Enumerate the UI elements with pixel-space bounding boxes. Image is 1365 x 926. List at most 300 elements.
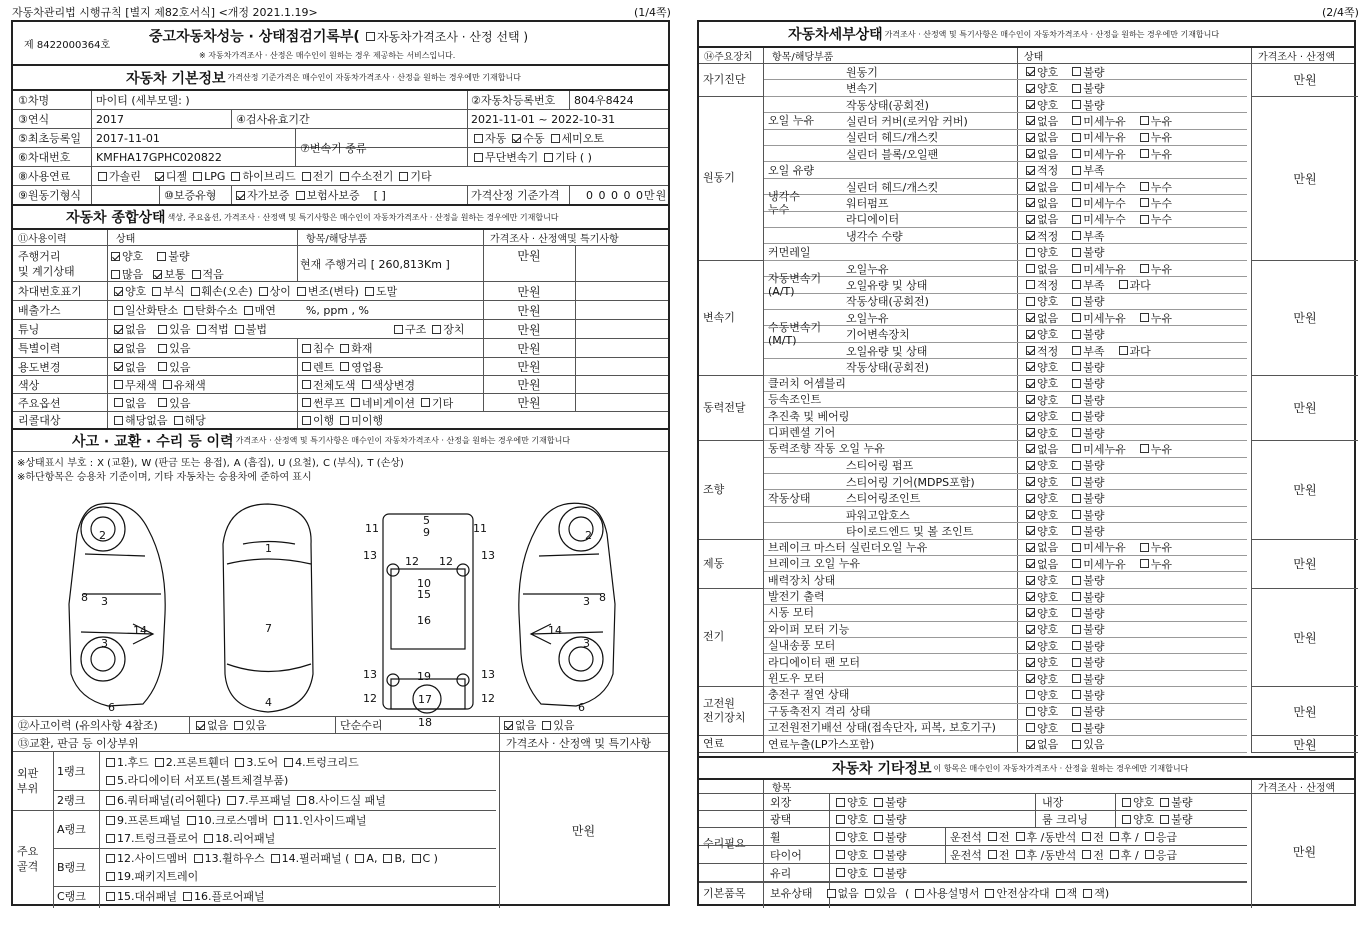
status-checkbox[interactable] — [1072, 526, 1081, 535]
status-checkbox[interactable] — [1140, 559, 1149, 568]
status-checkbox[interactable] — [1072, 707, 1081, 716]
status-option-label: 미세누수 — [1083, 213, 1126, 227]
part4-checkbox[interactable] — [284, 758, 293, 767]
status-checkbox[interactable] — [1026, 526, 1035, 535]
fuel-lpg-checkbox[interactable] — [193, 172, 202, 181]
part19-checkbox[interactable] — [106, 872, 115, 881]
status-checkbox[interactable] — [1026, 461, 1035, 470]
mileage-high-checkbox[interactable] — [111, 270, 120, 279]
status-checkbox[interactable] — [1072, 100, 1081, 109]
detail-item-label: 연료누출(LP가스포함) — [768, 737, 875, 751]
tire-pr-checkbox[interactable] — [1110, 850, 1119, 859]
vin-label: ⑥차대번호 — [18, 151, 71, 164]
warranty-self-checkbox[interactable] — [236, 191, 245, 200]
status-option-label: 누유 — [1150, 147, 1173, 161]
status-checkbox[interactable] — [1072, 690, 1081, 699]
simple-none-checkbox[interactable] — [504, 721, 513, 730]
part-numbers — [81, 514, 606, 729]
tuning-device-checkbox[interactable] — [432, 325, 441, 334]
status-checkbox[interactable] — [1140, 116, 1149, 125]
fuel-electric-checkbox[interactable] — [302, 172, 311, 181]
status-option-label: 누유 — [1150, 262, 1173, 276]
status-option-label: 없음 — [1037, 213, 1059, 227]
status-checkbox[interactable] — [1140, 215, 1149, 224]
fuel-gasoline-checkbox[interactable] — [98, 172, 107, 181]
status-checkbox[interactable] — [1026, 592, 1035, 601]
detail-item-label: 클러치 어셈블리 — [768, 376, 846, 390]
status-checkbox[interactable] — [1072, 592, 1081, 601]
status-checkbox[interactable] — [1026, 674, 1035, 683]
status-checkbox[interactable] — [1072, 379, 1081, 388]
status-checkbox[interactable] — [1026, 379, 1035, 388]
wheel-df-checkbox[interactable] — [988, 832, 997, 841]
int-bad-checkbox[interactable] — [1160, 798, 1169, 807]
status-checkbox[interactable] — [1140, 313, 1149, 322]
usage-yes-checkbox[interactable] — [158, 362, 167, 371]
status-option-label: 불량 — [1083, 639, 1105, 653]
status-option-label: 누유 — [1150, 311, 1173, 325]
part7-checkbox[interactable] — [227, 796, 236, 805]
status-checkbox[interactable] — [1026, 494, 1035, 503]
trans-semi-checkbox[interactable] — [551, 134, 560, 143]
status-checkbox[interactable] — [1026, 740, 1035, 749]
part-number: 12 — [363, 692, 377, 705]
legend-w: W (판금 또는 용접), — [141, 458, 230, 469]
detail-subitem-label — [843, 589, 846, 604]
status-checkbox[interactable] — [1026, 608, 1035, 617]
detail-item-label: 추진축 및 베어링 — [768, 409, 850, 423]
detail-subitem-label: 파워고압호스 — [846, 508, 910, 522]
part-number: 3 — [583, 595, 590, 608]
achromatic-label: 무채색 — [125, 378, 157, 392]
trans-manual-checkbox[interactable] — [512, 134, 521, 143]
status-option-label: 양호 — [1037, 606, 1059, 620]
detail-row — [763, 572, 1247, 588]
wheel-dr-checkbox[interactable] — [1016, 832, 1025, 841]
status-option-label: 부족 — [1083, 344, 1105, 358]
status-checkbox[interactable] — [1026, 395, 1035, 404]
status-checkbox[interactable] — [1026, 412, 1035, 421]
status-checkbox[interactable] — [1140, 149, 1149, 158]
tire-good-checkbox[interactable] — [836, 850, 845, 859]
status-checkbox[interactable] — [1026, 313, 1035, 322]
status-option-label: 미세누유 — [1083, 114, 1126, 128]
gloss-bad-checkbox[interactable] — [874, 815, 883, 824]
part10-checkbox[interactable] — [187, 816, 196, 825]
detail-subitem-label: 변속기 — [846, 82, 878, 96]
price-service-checkbox[interactable] — [366, 32, 375, 41]
status-checkbox[interactable] — [1119, 346, 1128, 355]
part-number: 14 — [133, 624, 147, 637]
recall-notdone-checkbox[interactable] — [340, 416, 349, 425]
emission-price: 만원 — [517, 303, 541, 318]
status-checkbox[interactable] — [1026, 658, 1035, 667]
status-checkbox[interactable] — [1072, 264, 1081, 273]
vin-altered-label: 변조(변타) — [307, 285, 359, 298]
part14-checkbox[interactable] — [271, 854, 280, 863]
status-checkbox[interactable] — [1072, 641, 1081, 650]
row-vin-state — [13, 282, 668, 301]
status-checkbox[interactable] — [1072, 346, 1081, 355]
status-option-label: 불량 — [1083, 426, 1105, 440]
mileage-low-checkbox[interactable] — [192, 270, 201, 279]
mileage-normal-checkbox[interactable] — [153, 270, 162, 279]
smoke-checkbox[interactable] — [244, 306, 253, 315]
status-checkbox[interactable] — [1072, 576, 1081, 585]
status-checkbox[interactable] — [1072, 67, 1081, 76]
row-parts-header — [13, 734, 668, 752]
glass-bad-checkbox[interactable] — [874, 868, 883, 877]
tire-pf-checkbox[interactable] — [1082, 850, 1091, 859]
trans-other-checkbox[interactable] — [544, 153, 553, 162]
clean-bad-checkbox[interactable] — [1160, 815, 1169, 824]
status-checkbox[interactable] — [1026, 477, 1035, 486]
status-checkbox[interactable] — [1072, 608, 1081, 617]
part8-checkbox[interactable] — [297, 796, 306, 805]
status-checkbox[interactable] — [1140, 543, 1149, 552]
mileage-bad-label: 불량 — [168, 250, 190, 263]
ext-bad-label: 불량 — [885, 796, 907, 809]
full-paint-checkbox[interactable] — [302, 380, 311, 389]
fuel-hydrogen-checkbox[interactable] — [340, 172, 349, 181]
status-checkbox[interactable] — [1026, 264, 1035, 273]
tire-dr-label: 후 / — [1026, 848, 1045, 862]
status-checkbox[interactable] — [1140, 264, 1149, 273]
fuel-hybrid-checkbox[interactable] — [231, 172, 240, 181]
color-change-checkbox[interactable] — [362, 380, 371, 389]
mileage-good-checkbox[interactable] — [111, 252, 120, 261]
status-checkbox[interactable] — [1072, 658, 1081, 667]
wheel-bad-checkbox[interactable] — [874, 832, 883, 841]
status-checkbox[interactable] — [1072, 625, 1081, 634]
status-checkbox[interactable] — [1026, 133, 1035, 142]
car-top-view-icon — [223, 504, 313, 712]
status-checkbox[interactable] — [1072, 116, 1081, 125]
hc-checkbox[interactable] — [184, 306, 193, 315]
part-number: 5 — [423, 514, 430, 527]
part1-checkbox[interactable] — [106, 758, 115, 767]
special-yes-checkbox[interactable] — [158, 344, 167, 353]
part-number: 13 — [481, 668, 495, 681]
status-checkbox[interactable] — [1072, 674, 1081, 683]
commercial-checkbox[interactable] — [340, 362, 349, 371]
part16-checkbox[interactable] — [183, 892, 192, 901]
rent-checkbox[interactable] — [302, 362, 311, 371]
status-option-label: 없음 — [1037, 114, 1059, 128]
detail-row — [763, 622, 1247, 638]
clean-good-checkbox[interactable] — [1122, 815, 1131, 824]
status-checkbox[interactable] — [1072, 494, 1081, 503]
status-checkbox[interactable] — [1072, 461, 1081, 470]
status-checkbox[interactable] — [1026, 231, 1035, 240]
status-checkbox[interactable] — [1026, 100, 1035, 109]
status-checkbox[interactable] — [1026, 330, 1035, 339]
part11-checkbox[interactable] — [274, 816, 283, 825]
other-price: 만원 — [1292, 844, 1317, 859]
options-none-checkbox[interactable] — [114, 398, 123, 407]
detail-subitem-label: 라디에이터 — [846, 213, 900, 227]
part-number: 8 — [599, 591, 606, 604]
part6-checkbox[interactable] — [106, 796, 115, 805]
rank2-label: 2랭크 — [57, 794, 86, 807]
recall-na-label: 해당없음 — [125, 414, 168, 427]
wheel-good-checkbox[interactable] — [836, 832, 845, 841]
part3-checkbox[interactable] — [235, 758, 244, 767]
device-group-price: 만원 — [1251, 64, 1358, 97]
status-checkbox[interactable] — [1026, 297, 1035, 306]
special-none-checkbox[interactable] — [114, 344, 123, 353]
overall-header — [13, 206, 668, 230]
status-checkbox[interactable] — [1072, 215, 1081, 224]
status-option-label: 양호 — [1037, 475, 1059, 489]
recall-na-checkbox[interactable] — [114, 416, 123, 425]
status-checkbox[interactable] — [1140, 198, 1149, 207]
status-option-label: 없음 — [1037, 262, 1059, 276]
tuning-device-label: 장치 — [443, 323, 465, 336]
status-checkbox[interactable] — [1119, 280, 1128, 289]
ext-good-checkbox[interactable] — [836, 798, 845, 807]
int-good-checkbox[interactable] — [1122, 798, 1131, 807]
tuning-yes-checkbox[interactable] — [158, 325, 167, 334]
part2-checkbox[interactable] — [155, 758, 164, 767]
tuning-illegal-checkbox[interactable] — [235, 325, 244, 334]
detail-row — [763, 490, 1247, 506]
part5-checkbox[interactable] — [106, 776, 115, 785]
device-group-price: 만원 — [1251, 736, 1358, 752]
options-yes-checkbox[interactable] — [158, 398, 167, 407]
status-checkbox[interactable] — [1026, 510, 1035, 519]
status-checkbox[interactable] — [1026, 576, 1035, 585]
status-checkbox[interactable] — [1072, 559, 1081, 568]
status-option-label: 양호 — [1037, 705, 1059, 719]
status-checkbox[interactable] — [1026, 116, 1035, 125]
ext-good-label: 양호 — [847, 796, 869, 809]
vin-damage-checkbox[interactable] — [191, 287, 200, 296]
status-checkbox[interactable] — [1072, 182, 1081, 191]
navigation-checkbox[interactable] — [351, 398, 360, 407]
status-checkbox[interactable] — [1072, 723, 1081, 732]
detail-row — [763, 310, 1247, 326]
rent-label: 렌트 — [313, 360, 335, 374]
status-checkbox[interactable] — [1072, 133, 1081, 142]
fuel-other-checkbox[interactable] — [399, 172, 408, 181]
status-checkbox[interactable] — [1026, 280, 1035, 289]
detail-item-label — [765, 80, 768, 95]
vin-smear-checkbox[interactable] — [365, 287, 374, 296]
status-checkbox[interactable] — [1026, 444, 1035, 453]
vin-diff-checkbox[interactable] — [259, 287, 268, 296]
detail-row — [763, 392, 1247, 408]
flood-checkbox[interactable] — [302, 344, 311, 353]
status-checkbox[interactable] — [1026, 543, 1035, 552]
price-service-label: 자동차가격조사 · 산정 선택 ) — [376, 29, 529, 44]
smoke-label: 매연 — [254, 304, 276, 317]
options-other-label: 기타 — [432, 396, 454, 410]
status-checkbox[interactable] — [1140, 444, 1149, 453]
part15-checkbox[interactable] — [106, 892, 115, 901]
part13-checkbox[interactable] — [194, 854, 203, 863]
status-checkbox[interactable] — [1026, 67, 1035, 76]
ext-bad-checkbox[interactable] — [874, 798, 883, 807]
part12-checkbox[interactable] — [106, 854, 115, 863]
status-checkbox[interactable] — [1072, 248, 1081, 257]
chromatic-checkbox[interactable] — [163, 380, 172, 389]
glass-bad-label: 불량 — [885, 866, 907, 880]
accident-yes-checkbox[interactable] — [234, 721, 243, 730]
status-checkbox[interactable] — [1072, 740, 1081, 749]
detail-subitem-label: 원동기 — [846, 65, 878, 79]
status-checkbox[interactable] — [1072, 166, 1081, 175]
usage-none-checkbox[interactable] — [114, 362, 123, 371]
tire-df-label: 전 — [998, 848, 1010, 862]
car-name-value: 마이티 (세부모델: ) — [96, 94, 190, 107]
jack-checkbox[interactable] — [1056, 889, 1065, 898]
own-yes-checkbox[interactable] — [865, 889, 874, 898]
status-checkbox[interactable] — [1072, 231, 1081, 240]
status-option-label: 누수 — [1150, 180, 1173, 194]
detail-row — [763, 736, 1247, 752]
status-checkbox[interactable] — [1026, 215, 1035, 224]
status-checkbox[interactable] — [1026, 723, 1035, 732]
glass-good-checkbox[interactable] — [836, 868, 845, 877]
status-checkbox[interactable] — [1072, 412, 1081, 421]
fuel-diesel-checkbox[interactable] — [155, 172, 164, 181]
tire-bad-checkbox[interactable] — [874, 850, 883, 859]
status-checkbox[interactable] — [1026, 166, 1035, 175]
status-checkbox[interactable] — [1026, 149, 1035, 158]
status-option-label: 불량 — [1083, 656, 1105, 670]
status-checkbox[interactable] — [1026, 84, 1035, 93]
achromatic-checkbox[interactable] — [114, 380, 123, 389]
tuning-legal-checkbox[interactable] — [197, 325, 206, 334]
interior-label: 내장 — [1042, 796, 1064, 809]
detail-row — [763, 507, 1247, 523]
status-checkbox[interactable] — [1072, 362, 1081, 371]
report-title: 중고자동차성능 · 상태점검기록부( — [149, 29, 360, 45]
status-checkbox[interactable] — [1072, 280, 1081, 289]
trans-cvt-checkbox[interactable] — [474, 153, 483, 162]
status-checkbox[interactable] — [1072, 84, 1081, 93]
recall-done-checkbox[interactable] — [302, 416, 311, 425]
accident-history-label: ⑫사고이력 (유의사항 4참조) — [18, 719, 158, 732]
options-other-checkbox[interactable] — [421, 398, 430, 407]
detail-row — [763, 343, 1247, 359]
warranty-insurer-checkbox[interactable] — [296, 191, 305, 200]
status-checkbox[interactable] — [1072, 444, 1081, 453]
vin-altered-checkbox[interactable] — [297, 287, 306, 296]
status-checkbox[interactable] — [1072, 330, 1081, 339]
accident-note: 가격조사 · 산정액 및 특기사항은 매수인이 자동차가격조사 · 산정을 원하는 경우에만 기재합니다 — [235, 436, 571, 445]
status-checkbox[interactable] — [1072, 543, 1081, 552]
pillar-b-checkbox[interactable] — [383, 854, 392, 863]
own-none-checkbox[interactable] — [827, 889, 836, 898]
status-checkbox[interactable] — [1026, 428, 1035, 437]
status-checkbox[interactable] — [1072, 313, 1081, 322]
status-checkbox[interactable] — [1072, 149, 1081, 158]
status-option-label: 누유 — [1150, 442, 1173, 456]
co-checkbox[interactable] — [114, 306, 123, 315]
tuning-none-checkbox[interactable] — [114, 325, 123, 334]
status-option-label: 없음 — [1037, 196, 1059, 210]
part9-checkbox[interactable] — [106, 816, 115, 825]
status-checkbox[interactable] — [1026, 559, 1035, 568]
status-checkbox[interactable] — [1026, 362, 1035, 371]
detail-row — [763, 271, 1247, 298]
pillar-c-checkbox[interactable] — [412, 854, 421, 863]
recall-yes-checkbox[interactable] — [174, 416, 183, 425]
wheel-pf-label: 전 — [1093, 830, 1104, 844]
accident-none-checkbox[interactable] — [196, 721, 205, 730]
overall-col-header — [13, 230, 668, 246]
mileage-bad-checkbox[interactable] — [157, 252, 166, 261]
fire-checkbox[interactable] — [340, 344, 349, 353]
status-checkbox[interactable] — [1026, 182, 1035, 191]
status-checkbox[interactable] — [1026, 641, 1035, 650]
status-checkbox[interactable] — [1072, 510, 1081, 519]
fuel-gasoline-label: 가솔린 — [109, 170, 141, 183]
simple-yes-label: 있음 — [553, 719, 575, 732]
detail-item-label — [765, 359, 768, 374]
status-checkbox[interactable] — [1026, 248, 1035, 257]
spanner-checkbox[interactable] — [1083, 889, 1092, 898]
tire-em-checkbox[interactable] — [1145, 850, 1154, 859]
detail-row — [763, 321, 1247, 348]
part18-checkbox[interactable] — [204, 834, 213, 843]
first-reg-label: ⑤최초등록일 — [18, 132, 81, 145]
simple-yes-checkbox[interactable] — [542, 721, 551, 730]
pillar-a-checkbox[interactable] — [355, 854, 364, 863]
int-good-label: 양호 — [1133, 796, 1155, 809]
sunroof-checkbox[interactable] — [302, 398, 311, 407]
wheel-em-checkbox[interactable] — [1145, 832, 1154, 841]
co-label: 일산화탄소 — [125, 304, 179, 317]
vin-good-checkbox[interactable] — [114, 287, 123, 296]
status-checkbox[interactable] — [1140, 133, 1149, 142]
status-checkbox[interactable] — [1026, 346, 1035, 355]
status-checkbox[interactable] — [1140, 182, 1149, 191]
status-checkbox[interactable] — [1072, 428, 1081, 437]
tire-dr-checkbox[interactable] — [1016, 850, 1025, 859]
part17-checkbox[interactable] — [106, 834, 115, 843]
part-number: 1 — [265, 542, 272, 555]
gloss-good-checkbox[interactable] — [836, 815, 845, 824]
status-checkbox[interactable] — [1026, 690, 1035, 699]
trans-auto-checkbox[interactable] — [474, 134, 483, 143]
status-checkbox[interactable] — [1072, 297, 1081, 306]
status-checkbox[interactable] — [1072, 198, 1081, 207]
fuel-label: ⑧사용연료 — [18, 170, 71, 183]
status-checkbox[interactable] — [1026, 707, 1035, 716]
wheel-pf-checkbox[interactable] — [1082, 832, 1091, 841]
status-checkbox[interactable] — [1072, 477, 1081, 486]
detail-item-label — [765, 212, 768, 227]
status-checkbox[interactable] — [1026, 625, 1035, 634]
tuning-struct-checkbox[interactable] — [394, 325, 403, 334]
status-checkbox[interactable] — [1026, 198, 1035, 207]
wheel-driver-label: 운전석 — [950, 830, 982, 844]
overall-note: 색상, 주요옵션, 가격조사 · 산정액 및 특기사항은 매수인이 자동차가격조사 · 산정을 원하는 경우에만 기재합니다 — [167, 212, 559, 222]
valid-value: 2021-11-01 ~ 2022-10-31 — [471, 112, 616, 126]
fuel-lpg-label: LPG — [204, 169, 226, 183]
status-checkbox[interactable] — [1072, 395, 1081, 404]
status-option-label: 양호 — [1037, 492, 1059, 506]
tire-df-checkbox[interactable] — [988, 850, 997, 859]
triangle-checkbox[interactable] — [985, 889, 994, 898]
detail-row — [763, 687, 1247, 703]
manual-checkbox[interactable] — [915, 889, 924, 898]
wheel-pr-checkbox[interactable] — [1110, 832, 1119, 841]
vin-corrosion-checkbox[interactable] — [152, 287, 161, 296]
